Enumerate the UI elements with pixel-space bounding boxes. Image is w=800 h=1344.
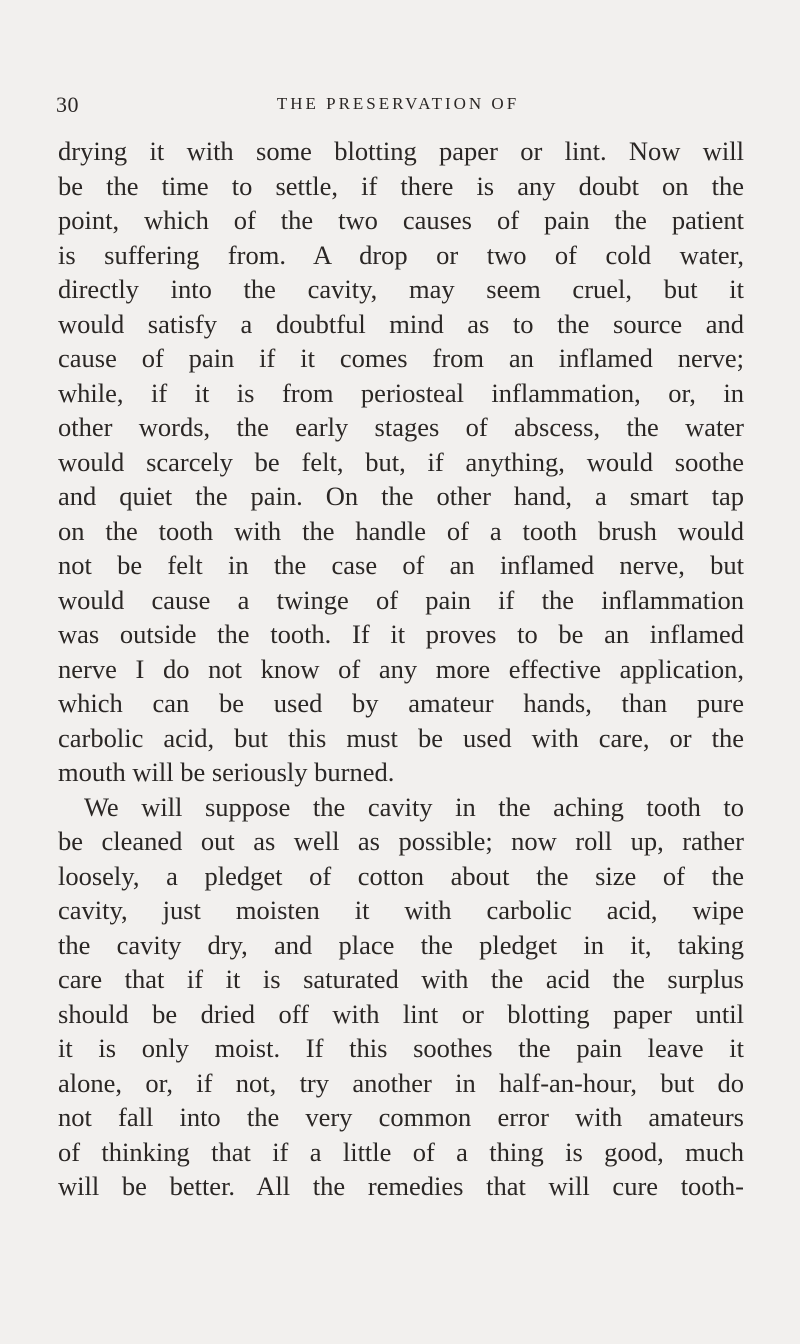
- running-title: THE PRESERVATION OF: [276, 94, 520, 113]
- text-line: will be better. All the remedies that will cure tooth-: [58, 1171, 744, 1201]
- text-line: which can be used by amateur hands, than pure: [58, 688, 744, 718]
- text-line: drying it with some blotting paper or lint. Now will: [58, 136, 744, 166]
- text-line: should be dried off with lint or blotting paper until: [58, 998, 744, 1029]
- page-number: 30: [56, 92, 79, 117]
- text-line: nerve I do not know of any more effective application,: [58, 653, 744, 684]
- paragraph-last-line: mouth will be seriously burned.: [58, 757, 395, 787]
- paragraph-first-line: We will suppose the cavity in the aching tooth to: [84, 791, 744, 822]
- text-line: is suffering from. A drop or two of cold water,: [58, 239, 744, 270]
- text-line: would satisfy a doubtful mind as to the source and: [58, 308, 744, 339]
- text-line: cause of pain if it comes from an inflamed nerve;: [58, 343, 744, 373]
- text-line: of thinking that if a little of a thing is good, much: [58, 1136, 744, 1167]
- text-line: point, which of the two causes of pain the patient: [58, 205, 744, 235]
- text-line: the cavity dry, and place the pledget in it, taking: [58, 929, 744, 960]
- text-line: while, if it is from periosteal inflammation, or, in: [58, 377, 744, 408]
- text-line: be cleaned out as well as possible; now roll up, rather: [58, 826, 744, 856]
- text-line: be the time to settle, if there is any doubt on the: [58, 170, 744, 201]
- text-line: directly into the cavity, may seem cruel, but it: [58, 274, 744, 304]
- text-line: would scarcely be felt, but, if anything, would soothe: [58, 446, 744, 477]
- body-text: [58, 134, 744, 1204]
- text-line: on the tooth with the handle of a tooth brush would: [58, 515, 744, 546]
- text-line: not be felt in the case of an inflamed nerve, but: [58, 550, 744, 580]
- text-line: carbolic acid, but this must be used with care, or the: [58, 722, 744, 753]
- text-line: care that if it is saturated with the acid the surplus: [58, 964, 744, 994]
- text-line: cavity, just moisten it with carbolic acid, wipe: [58, 895, 744, 925]
- text-line: was outside the tooth. If it proves to be an inflamed: [58, 619, 744, 649]
- text-line: alone, or, if not, try another in half-an-hour, but do: [58, 1067, 744, 1098]
- text-line: other words, the early stages of abscess, the water: [58, 412, 744, 442]
- running-head: [48, 92, 748, 122]
- text-line: not fall into the very common error with amateurs: [58, 1102, 744, 1132]
- text-line: would cause a twinge of pain if the inflammation: [58, 584, 744, 615]
- text-line: it is only moist. If this soothes the pain leave it: [58, 1033, 744, 1063]
- text-line: loosely, a pledget of cotton about the size of the: [58, 860, 744, 891]
- text-line: and quiet the pain. On the other hand, a smart tap: [58, 481, 744, 511]
